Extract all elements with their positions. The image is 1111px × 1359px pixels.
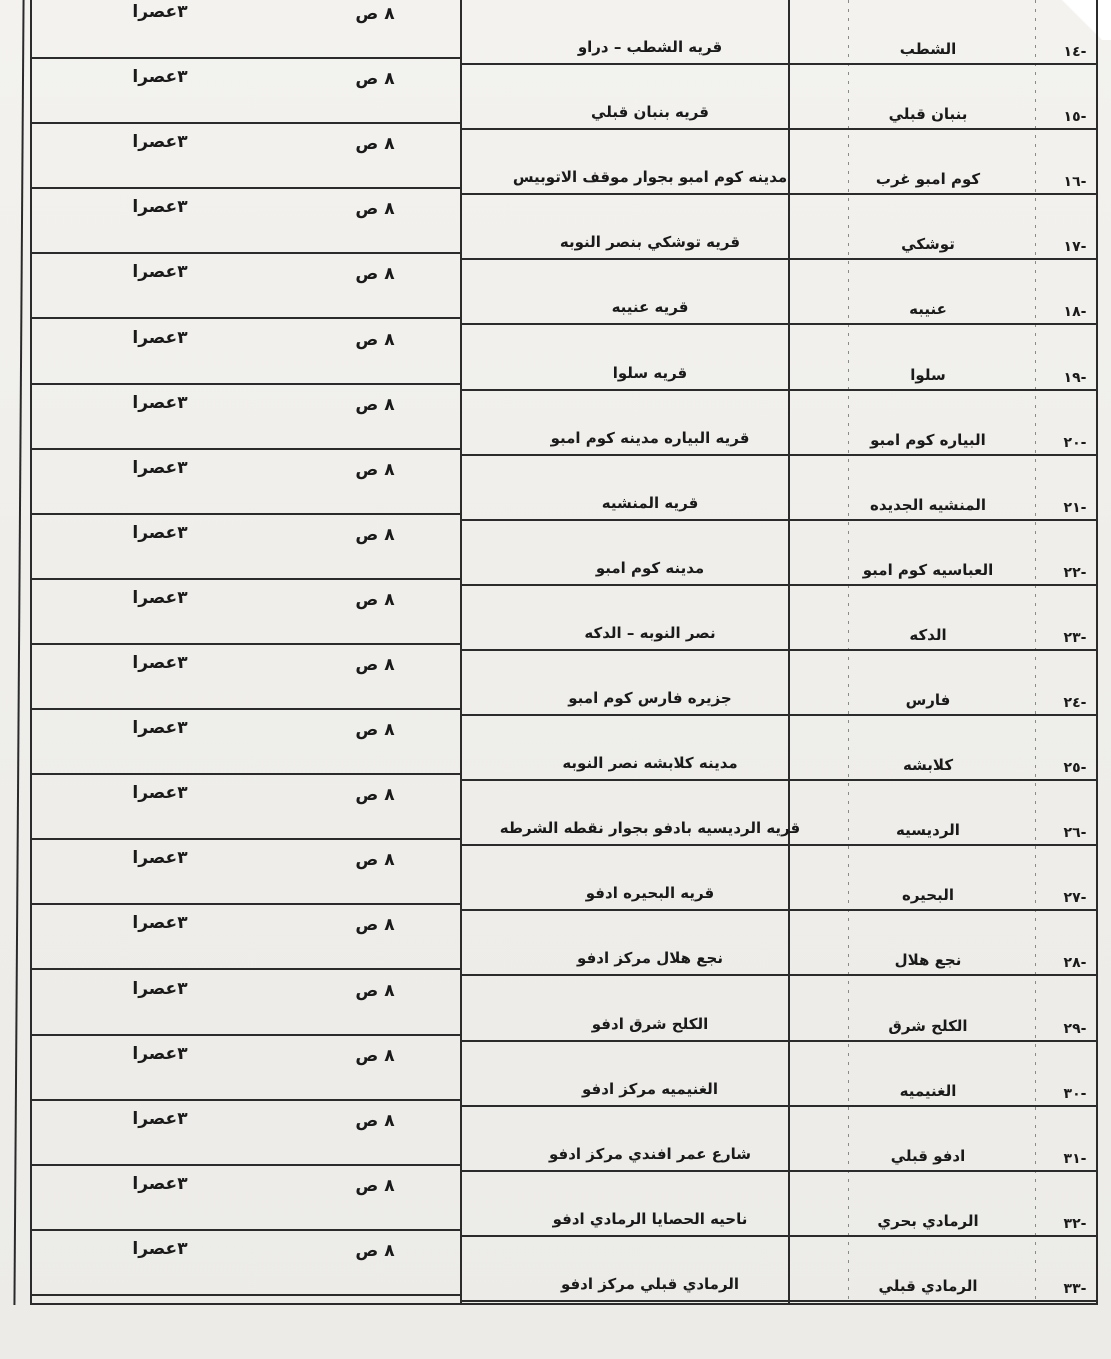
center-name: الرمادي بحري <box>877 1211 979 1230</box>
end-time: ٣عصرا <box>132 978 188 999</box>
end-time: ٣عصرا <box>132 1238 188 1259</box>
row-number: -١٤ <box>1063 44 1087 60</box>
location-address: مدينه كلابشه نصر النوبه <box>562 754 738 773</box>
row-time-separator <box>30 383 460 385</box>
end-time: ٣عصرا <box>132 913 188 934</box>
row-time-separator <box>30 643 460 645</box>
end-time: ٣عصرا <box>132 1108 188 1129</box>
end-time: ٣عصرا <box>132 783 188 804</box>
row-separator <box>460 1300 1098 1302</box>
row-separator <box>460 909 1098 911</box>
row-time-separator <box>30 773 460 775</box>
row-time-separator <box>30 1229 460 1231</box>
location-address: قريه عنيبه <box>611 298 689 317</box>
center-name: البياره كوم امبو <box>870 430 986 449</box>
row-time-separator <box>30 252 460 254</box>
start-time: ٨ ص <box>355 785 395 806</box>
location-address: الكلح شرق ادفو <box>591 1014 709 1033</box>
center-name: بنبان قبلي <box>888 105 968 124</box>
row-time-separator <box>30 1294 460 1296</box>
location-address: قريه المنشيه <box>601 493 699 512</box>
row-number: -٢٩ <box>1063 1020 1087 1037</box>
center-name: ادفو قبلي <box>890 1146 966 1165</box>
location-address: الغنيميه مركز ادفو <box>582 1079 718 1098</box>
row-time-separator <box>30 57 460 59</box>
center-name: الدكه <box>909 625 947 644</box>
row-time-separator <box>30 903 460 905</box>
row-time-separator <box>30 187 460 189</box>
row-separator <box>460 258 1098 260</box>
start-time: ٨ ص <box>355 980 395 1001</box>
center-name: كوم امبو غرب <box>875 170 981 189</box>
row-separator <box>460 1235 1098 1237</box>
row-time-separator <box>30 448 460 450</box>
start-time: ٨ ص <box>355 1240 395 1261</box>
start-time: ٨ ص <box>355 134 395 155</box>
row-number: -١٩ <box>1063 369 1087 386</box>
start-time: ٨ ص <box>355 1045 395 1066</box>
row-separator <box>460 1040 1098 1042</box>
row-separator <box>460 974 1098 976</box>
end-time: ٣عصرا <box>132 2 188 22</box>
center-name: العباسيه كوم امبو <box>862 560 994 579</box>
center-name: الكلح شرق <box>888 1016 968 1035</box>
row-time-separator <box>30 968 460 970</box>
column-divider-location-center <box>788 0 790 1305</box>
row-separator <box>460 779 1098 781</box>
end-time: ٣عصرا <box>132 1173 188 1194</box>
row-separator <box>460 323 1098 325</box>
row-number: -٢٧ <box>1063 890 1087 907</box>
start-time: ٨ ص <box>355 1175 395 1196</box>
row-number: -٢٦ <box>1063 825 1087 842</box>
row-separator <box>460 714 1098 716</box>
row-separator <box>460 1170 1098 1172</box>
end-time: ٣عصرا <box>132 1043 188 1064</box>
row-time-separator <box>30 317 460 319</box>
row-number: -٣١ <box>1063 1150 1087 1167</box>
location-address: جزيره فارس كوم امبو <box>568 689 732 707</box>
center-name: فارس <box>905 691 951 709</box>
center-name: البحيره <box>901 886 955 905</box>
row-number: -٢٤ <box>1063 695 1087 711</box>
end-time: ٣عصرا <box>132 132 188 153</box>
row-separator <box>460 389 1098 391</box>
end-time: ٣عصرا <box>132 848 188 869</box>
column-divider-location-start <box>460 0 462 1305</box>
row-time-separator <box>30 1164 460 1166</box>
location-address: شارع عمر افندي مركز ادفو <box>548 1144 752 1163</box>
table-bottom-border <box>30 1303 1098 1305</box>
column-divider-number-dotted <box>1035 0 1036 1305</box>
row-separator <box>460 584 1098 586</box>
center-name: توشكي <box>901 235 955 254</box>
row-time-separator <box>30 708 460 710</box>
start-time: ٨ ص <box>355 394 395 415</box>
table-right-border <box>1096 0 1098 1305</box>
end-time: ٣عصرا <box>132 262 188 283</box>
center-name: نجع هلال <box>894 951 962 970</box>
row-number: -٢٢ <box>1063 564 1087 581</box>
start-time: ٨ ص <box>355 4 395 24</box>
row-separator <box>460 844 1098 846</box>
location-address: الرمادي قبلي مركز ادفو <box>560 1274 740 1293</box>
row-separator <box>460 193 1098 195</box>
row-number: -٣٣ <box>1063 1280 1087 1297</box>
row-number: -٣٠ <box>1063 1085 1087 1102</box>
schedule-table <box>30 0 1098 1305</box>
start-time: ٨ ص <box>355 524 395 545</box>
row-time-separator <box>30 578 460 580</box>
row-number: -٢٣ <box>1063 629 1087 646</box>
row-number: -١٧ <box>1063 239 1087 256</box>
row-separator <box>460 128 1098 130</box>
column-divider-center-dotted <box>848 0 849 1305</box>
location-address: نجع هلال مركز ادفو <box>577 949 723 968</box>
center-name: كلابشه <box>902 756 954 775</box>
end-time: ٣عصرا <box>132 522 188 543</box>
row-separator <box>460 63 1098 65</box>
location-address: قريه البياره مدينه كوم امبو <box>550 428 750 447</box>
row-number: -٢١ <box>1063 499 1087 516</box>
start-time: ٨ ص <box>355 329 395 350</box>
location-address: قريه توشكي بنصر النوبه <box>559 233 741 252</box>
location-address: قريه البحيره ادفو <box>585 884 715 903</box>
start-time: ٨ ص <box>355 264 395 285</box>
start-time: ٨ ص <box>355 915 395 936</box>
center-name: الرديسيه <box>896 821 960 840</box>
end-time: ٣عصرا <box>132 457 188 478</box>
center-name: الرمادي قبلي <box>878 1276 978 1295</box>
row-time-separator <box>30 1099 460 1101</box>
table-left-border <box>30 0 32 1305</box>
start-time: ٨ ص <box>355 720 395 741</box>
page-margin-line <box>13 0 24 1305</box>
location-address: مدينه كوم امبو <box>595 558 705 577</box>
row-separator <box>460 1105 1098 1107</box>
location-address: مدينه كوم امبو بجوار موقف الاتوبيس <box>512 168 788 187</box>
row-time-separator <box>30 122 460 124</box>
start-time: ٨ ص <box>355 1110 395 1131</box>
location-address: قريه الرديسيه بادفو بجوار نقطه الشرطه <box>499 819 801 838</box>
row-time-separator <box>30 513 460 515</box>
start-time: ٨ ص <box>355 589 395 610</box>
start-time: ٨ ص <box>355 199 395 220</box>
location-address: ناحيه الحصايا الرمادي ادفو <box>552 1209 748 1228</box>
end-time: ٣عصرا <box>132 587 188 608</box>
center-name: عنيبه <box>909 300 947 319</box>
end-time: ٣عصرا <box>132 653 188 673</box>
location-address: قريه سلوا <box>612 363 688 382</box>
end-time: ٣عصرا <box>132 392 188 413</box>
start-time: ٨ ص <box>355 459 395 480</box>
start-time: ٨ ص <box>355 69 395 90</box>
center-name: الغنيميه <box>899 1081 957 1100</box>
start-time: ٨ ص <box>355 655 395 675</box>
location-address: نصر النوبه – الدكه <box>584 623 716 642</box>
row-number: -٢٠ <box>1063 434 1087 451</box>
row-number: -٢٨ <box>1063 955 1087 972</box>
end-time: ٣عصرا <box>132 718 188 739</box>
end-time: ٣عصرا <box>132 67 188 88</box>
row-number: -١٨ <box>1063 304 1087 321</box>
start-time: ٨ ص <box>355 850 395 871</box>
row-separator <box>460 649 1098 651</box>
row-time-separator <box>30 1034 460 1036</box>
row-number: -٣٢ <box>1063 1215 1087 1232</box>
row-number: -٢٥ <box>1063 760 1087 777</box>
location-address: قريه بنبان قبلي <box>591 103 709 122</box>
row-time-separator <box>30 838 460 840</box>
center-name: سلوا <box>910 365 946 384</box>
row-separator <box>460 454 1098 456</box>
row-number: -١٦ <box>1063 174 1087 191</box>
row-number: -١٥ <box>1063 109 1087 126</box>
end-time: ٣عصرا <box>132 197 188 218</box>
end-time: ٣عصرا <box>132 327 188 348</box>
center-name: الشطب <box>899 40 957 58</box>
center-name: المنشيه الجديده <box>869 495 987 514</box>
row-separator <box>460 519 1098 521</box>
location-address: قريه الشطب – دراو <box>577 38 723 56</box>
